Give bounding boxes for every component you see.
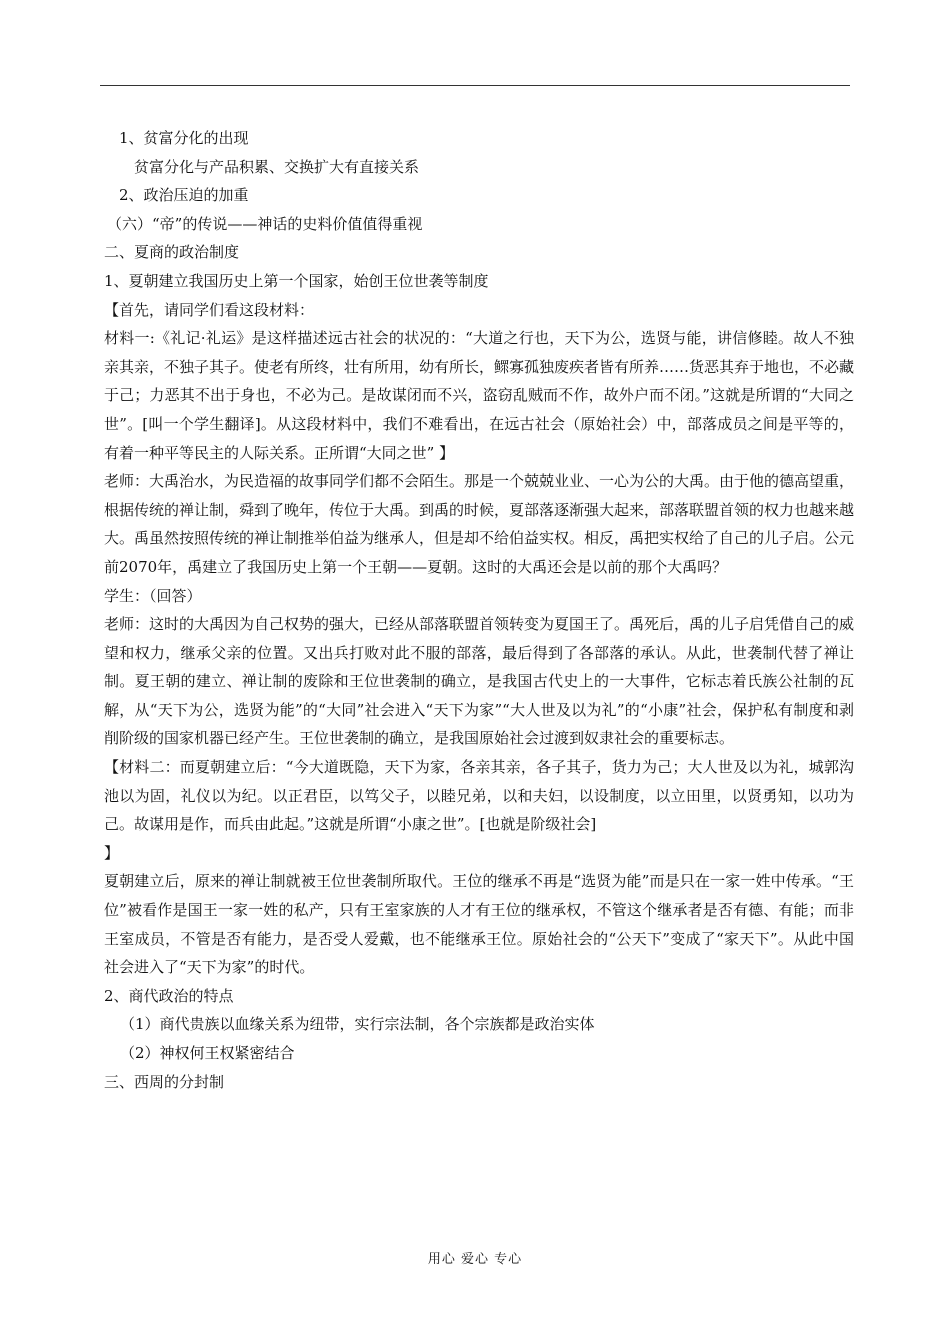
paragraph-material-one: 材料一:《礼记·礼运》是这样描述远古社会的状况的：“大道之行也，天下为公，选贤与能，讲信修睦。故人不独亲其亲，不独子其子。使老有所终，壮有所用，幼有所长，鳏寡孤独废疾者皆有所养……货恶其弃于地也，不必藏于己；力恶其不出于身也，不必为己。是故谋闭而不兴，盗窃乱贼而不作，故外户而不闭。”这就是所谓的“大同之世”。[叫一个学生翻译]。从这段材料中，我们不难看出，在远古社会（原始社会）中，部落成员之间是平等的，有着一种平等民主的人际关系。正所谓“大同之世” 】 bbox=[104, 329, 855, 462]
paragraph-teacher-1: 老师：大禹治水，为民造福的故事同学们都不会陌生。那是一个兢兢业业、一心为公的大禹。由于他的德高望重，根据传统的禅让制，舜到了晚年，传位于大禹。到禹的时候，夏部落逐渐强大起来，部落联盟首领的权力也越来越大。禹虽然按照传统的禅让制推举伯益为继承人，但是却不给伯益实权。相反，禹把实权给了自己的儿子启。公元前2070年，禹建立了我国历史上第一个王朝——夏朝。这时的大禹还会是以前的那个大禹吗？ bbox=[104, 472, 855, 576]
paragraph-summary: 夏朝建立后，原来的禅让制就被王位世袭制所取代。王位的继承不再是“选贤为能”而是只在一家一姓中传承。“王位”被看作是国王一家一姓的私产，只有王室家族的人才有王位的继承权，不管这个继承者是否有德、有能；而非王室成员，不管是否有能力，是否受人爱戴，也不能继承王位。原始社会的“公天下”变成了“家天下”。从此中国社会进入了“天下为家”的时代。 bbox=[104, 872, 854, 977]
heading-shang-politics: 2、商代政治的特点 bbox=[104, 986, 234, 1005]
heading-xia-dynasty: 1、夏朝建立我国历史上第一个国家，始创王位世袭等制度 bbox=[104, 271, 489, 290]
section-heading-western-zhou: 三、西周的分封制 bbox=[104, 1072, 225, 1091]
heading-political-oppression: 2、政治压迫的加重 bbox=[119, 186, 249, 205]
page-footer: 用心 爱心 专心 bbox=[427, 1252, 523, 1267]
list-item-shang-2: （2）神权何王权紧密结合 bbox=[120, 1044, 295, 1062]
paragraph-teacher-2: 老师：这时的大禹因为自己权势的强大，已经从部落联盟首领转变为夏国王了。禹死后，禹的儿子启凭借自己的威望和权力，继承父亲的位置。又出兵打败对此不服的部落，最后得到了各部落的承认。从此，世袭制代替了禅让制。夏王朝的建立、禅让制的废除和王位世袭制的确立，是我国古代史上的一大事件，它标志着氏族公社制的瓦解，从“天下为公，选贤为能”的“大同”社会进入“天下为家”“大人世及以为礼”的“小康”社会，保护私有制度和剥削阶级的国家机器已经产生。王位世袭制的确立，是我国原始社会过渡到奴隶社会的重要标志。 bbox=[104, 615, 855, 748]
heading-wealth-gap: 1、贫富分化的出现 bbox=[119, 129, 249, 147]
header-rule bbox=[100, 85, 850, 86]
document-body bbox=[104, 124, 854, 1096]
paragraph-student: 学生：（回答） bbox=[104, 586, 202, 605]
list-item-shang-1: （1）商代贵族以血缘关系为纽带，实行宗法制，各个宗族都是政治实体 bbox=[120, 1015, 595, 1034]
paragraph-material-two: 【材料二：而夏朝建立后：“今大道既隐，天下为家，各亲其亲，各子其子，货力为己；大人世及以为礼，城郭沟池以为固，礼仪以为纪。以正君臣，以笃父子，以睦兄弟，以和夫妇，以设制度，以立田里，以贤勇知，以功为己。故谋用是作，而兵由此起。”这就是所谓“小康之世”。[也就是阶级社会] bbox=[104, 758, 854, 834]
heading-emperor-legend: （六）“帝”的传说——神话的史料价值值得重视 bbox=[107, 214, 423, 233]
text-wealth-gap-cause: 贫富分化与产品积累、交换扩大有直接关系 bbox=[134, 157, 420, 176]
closing-bracket: 】 bbox=[104, 843, 120, 862]
text-intro-material: 【首先，请同学们看这段材料： bbox=[104, 300, 315, 319]
section-heading-xia-shang: 二、夏商的政治制度 bbox=[104, 243, 240, 262]
